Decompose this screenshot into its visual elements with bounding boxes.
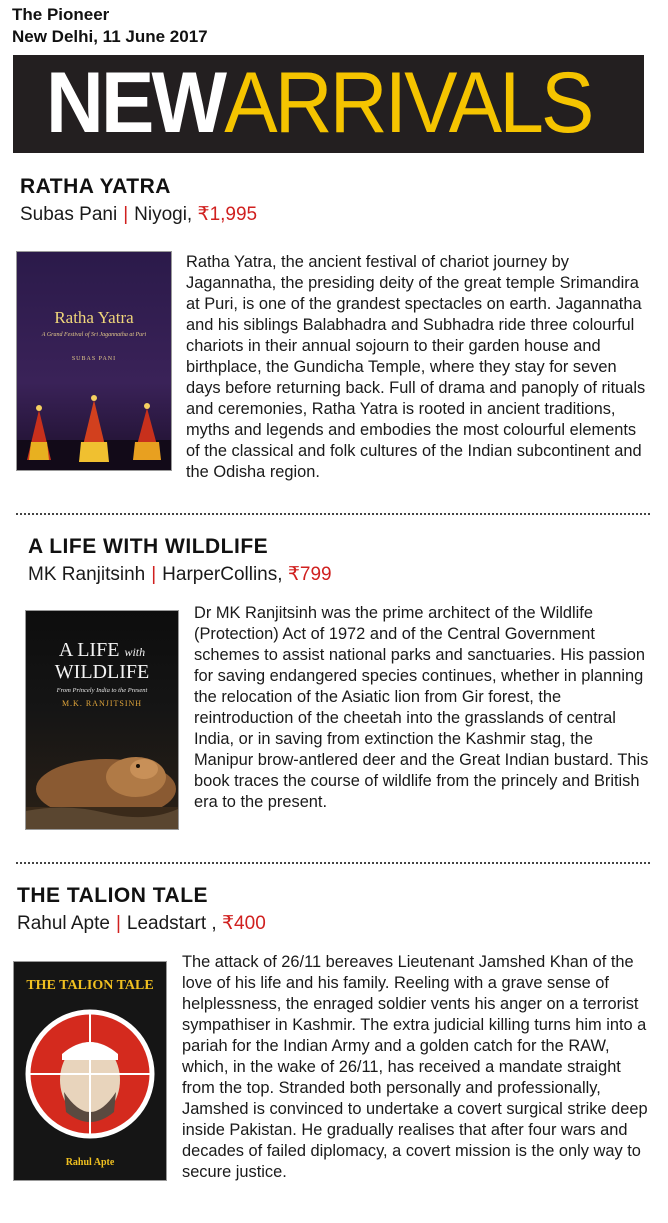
book-title: THE TALION TALE	[17, 884, 209, 907]
cover-title-with: with	[124, 645, 146, 659]
cover-title-a-life: A LIFE	[58, 639, 120, 661]
cover-author: M.K. RANJITSINH	[61, 699, 143, 708]
new-arrivals-banner	[13, 55, 644, 153]
dateline: New Delhi, 11 June 2017	[12, 27, 208, 46]
book-author: MK Ranjitsinh	[28, 564, 146, 585]
book-byline	[28, 563, 332, 586]
book-byline	[17, 912, 266, 935]
cover-title-line-1	[26, 639, 178, 662]
book-cover-a-life-with-wildlife	[25, 610, 179, 830]
book-cover-the-talion-tale	[13, 961, 167, 1181]
book-author: Subas Pani	[20, 204, 118, 225]
book-description: The attack of 26/11 bereaves Lieutenant Jamshed Khan of the love of his life and his family. Reeling with a grave sense of helplessness, the enraged soldier vents his anger on a terrorist sympathiser in Kashmir. The extra judicial killing turns him into a pariah for the Indian Army and a golden catch for the RAW, which, in the wake of 26/11, has received a mandate straight from the top. Stranded both personally and professionally, Jamshed is convinced to undertake a covert surgical strike deep inside Pakistan. He gradually realises that after four wars and decades of failed diplomacy, a covert mission is the only way to secure justice.	[182, 953, 648, 1181]
cover-author: Rahul Apte	[65, 1157, 115, 1168]
cover-title: Ratha Yatra	[54, 308, 134, 327]
masthead	[12, 4, 208, 48]
book-price: ₹1,995	[197, 204, 258, 225]
byline-separator: |	[123, 204, 129, 225]
book-cover-ratha-yatra	[16, 251, 172, 471]
lioness-illustration	[26, 719, 178, 829]
book-byline	[20, 203, 257, 226]
byline-separator: |	[115, 913, 121, 934]
book-price: ₹400	[221, 913, 266, 934]
banner-word-arrivals: ARRIVALS	[224, 55, 592, 151]
chariots-illustration	[17, 370, 171, 470]
cover-title: THE TALION TALE	[26, 978, 154, 993]
book-publisher: Niyogi,	[134, 204, 193, 225]
target-crosshair-illustration	[14, 1002, 166, 1152]
banner-heading	[46, 55, 592, 153]
book-title: A LIFE WITH WILDLIFE	[28, 535, 269, 558]
book-author: Rahul Apte	[17, 913, 110, 934]
section-divider	[16, 513, 650, 515]
banner-word-new: NEW	[46, 55, 225, 151]
cover-subtitle: A Grand Festival of Sri Jagannatha at Puri	[41, 332, 147, 338]
book-price: ₹799	[287, 564, 332, 585]
book-publisher: HarperCollins,	[162, 564, 283, 585]
cover-subtitle: From Princely India to the Present	[56, 687, 148, 694]
newspaper-name: The Pioneer	[12, 5, 110, 24]
book-title: RATHA YATRA	[20, 175, 171, 198]
book-description: Dr MK Ranjitsinh was the prime architect of the Wildlife (Protection) Act of 1972 and of the Central Government schemes to assist national parks and sanctuaries. His passion for saving endangered species continues, whether in planning the relocation of the Asiatic lion from Gir forest, the reintroduction of the cheetah into the grasslands of central India, or in saving from extinction the Kashmir stag, the Manipur brow-antlered deer and the Great Indian bustard. This book traces the course of wildlife from the princely and British era to the present.	[194, 604, 649, 811]
byline-separator: |	[151, 564, 157, 585]
section-divider	[16, 862, 650, 864]
cover-author: SUBAS PANI	[71, 356, 117, 362]
book-publisher: Leadstart ,	[126, 913, 217, 934]
book-description: Ratha Yatra, the ancient festival of chariot journey by Jagannatha, the presiding deity of the great temple Srimandira at Puri, is one of the grandest spectacles on earth. Jagannatha and his siblings Balabhadra and Subhadra ride three colourful chariots in their annual sojourn to their garden house and birthplace, the Gundicha Temple, where they stay for seven days before returning back. Full of drama and panoply of rituals and ceremonies, Ratha Yatra is rooted in ancient traditions, myths and legends and embodies the most colourful elements of the classical and folk cultures of the Indian subcontinent and the Odisha region.	[186, 253, 646, 481]
cover-title-line-2: WILDLIFE	[54, 661, 150, 683]
